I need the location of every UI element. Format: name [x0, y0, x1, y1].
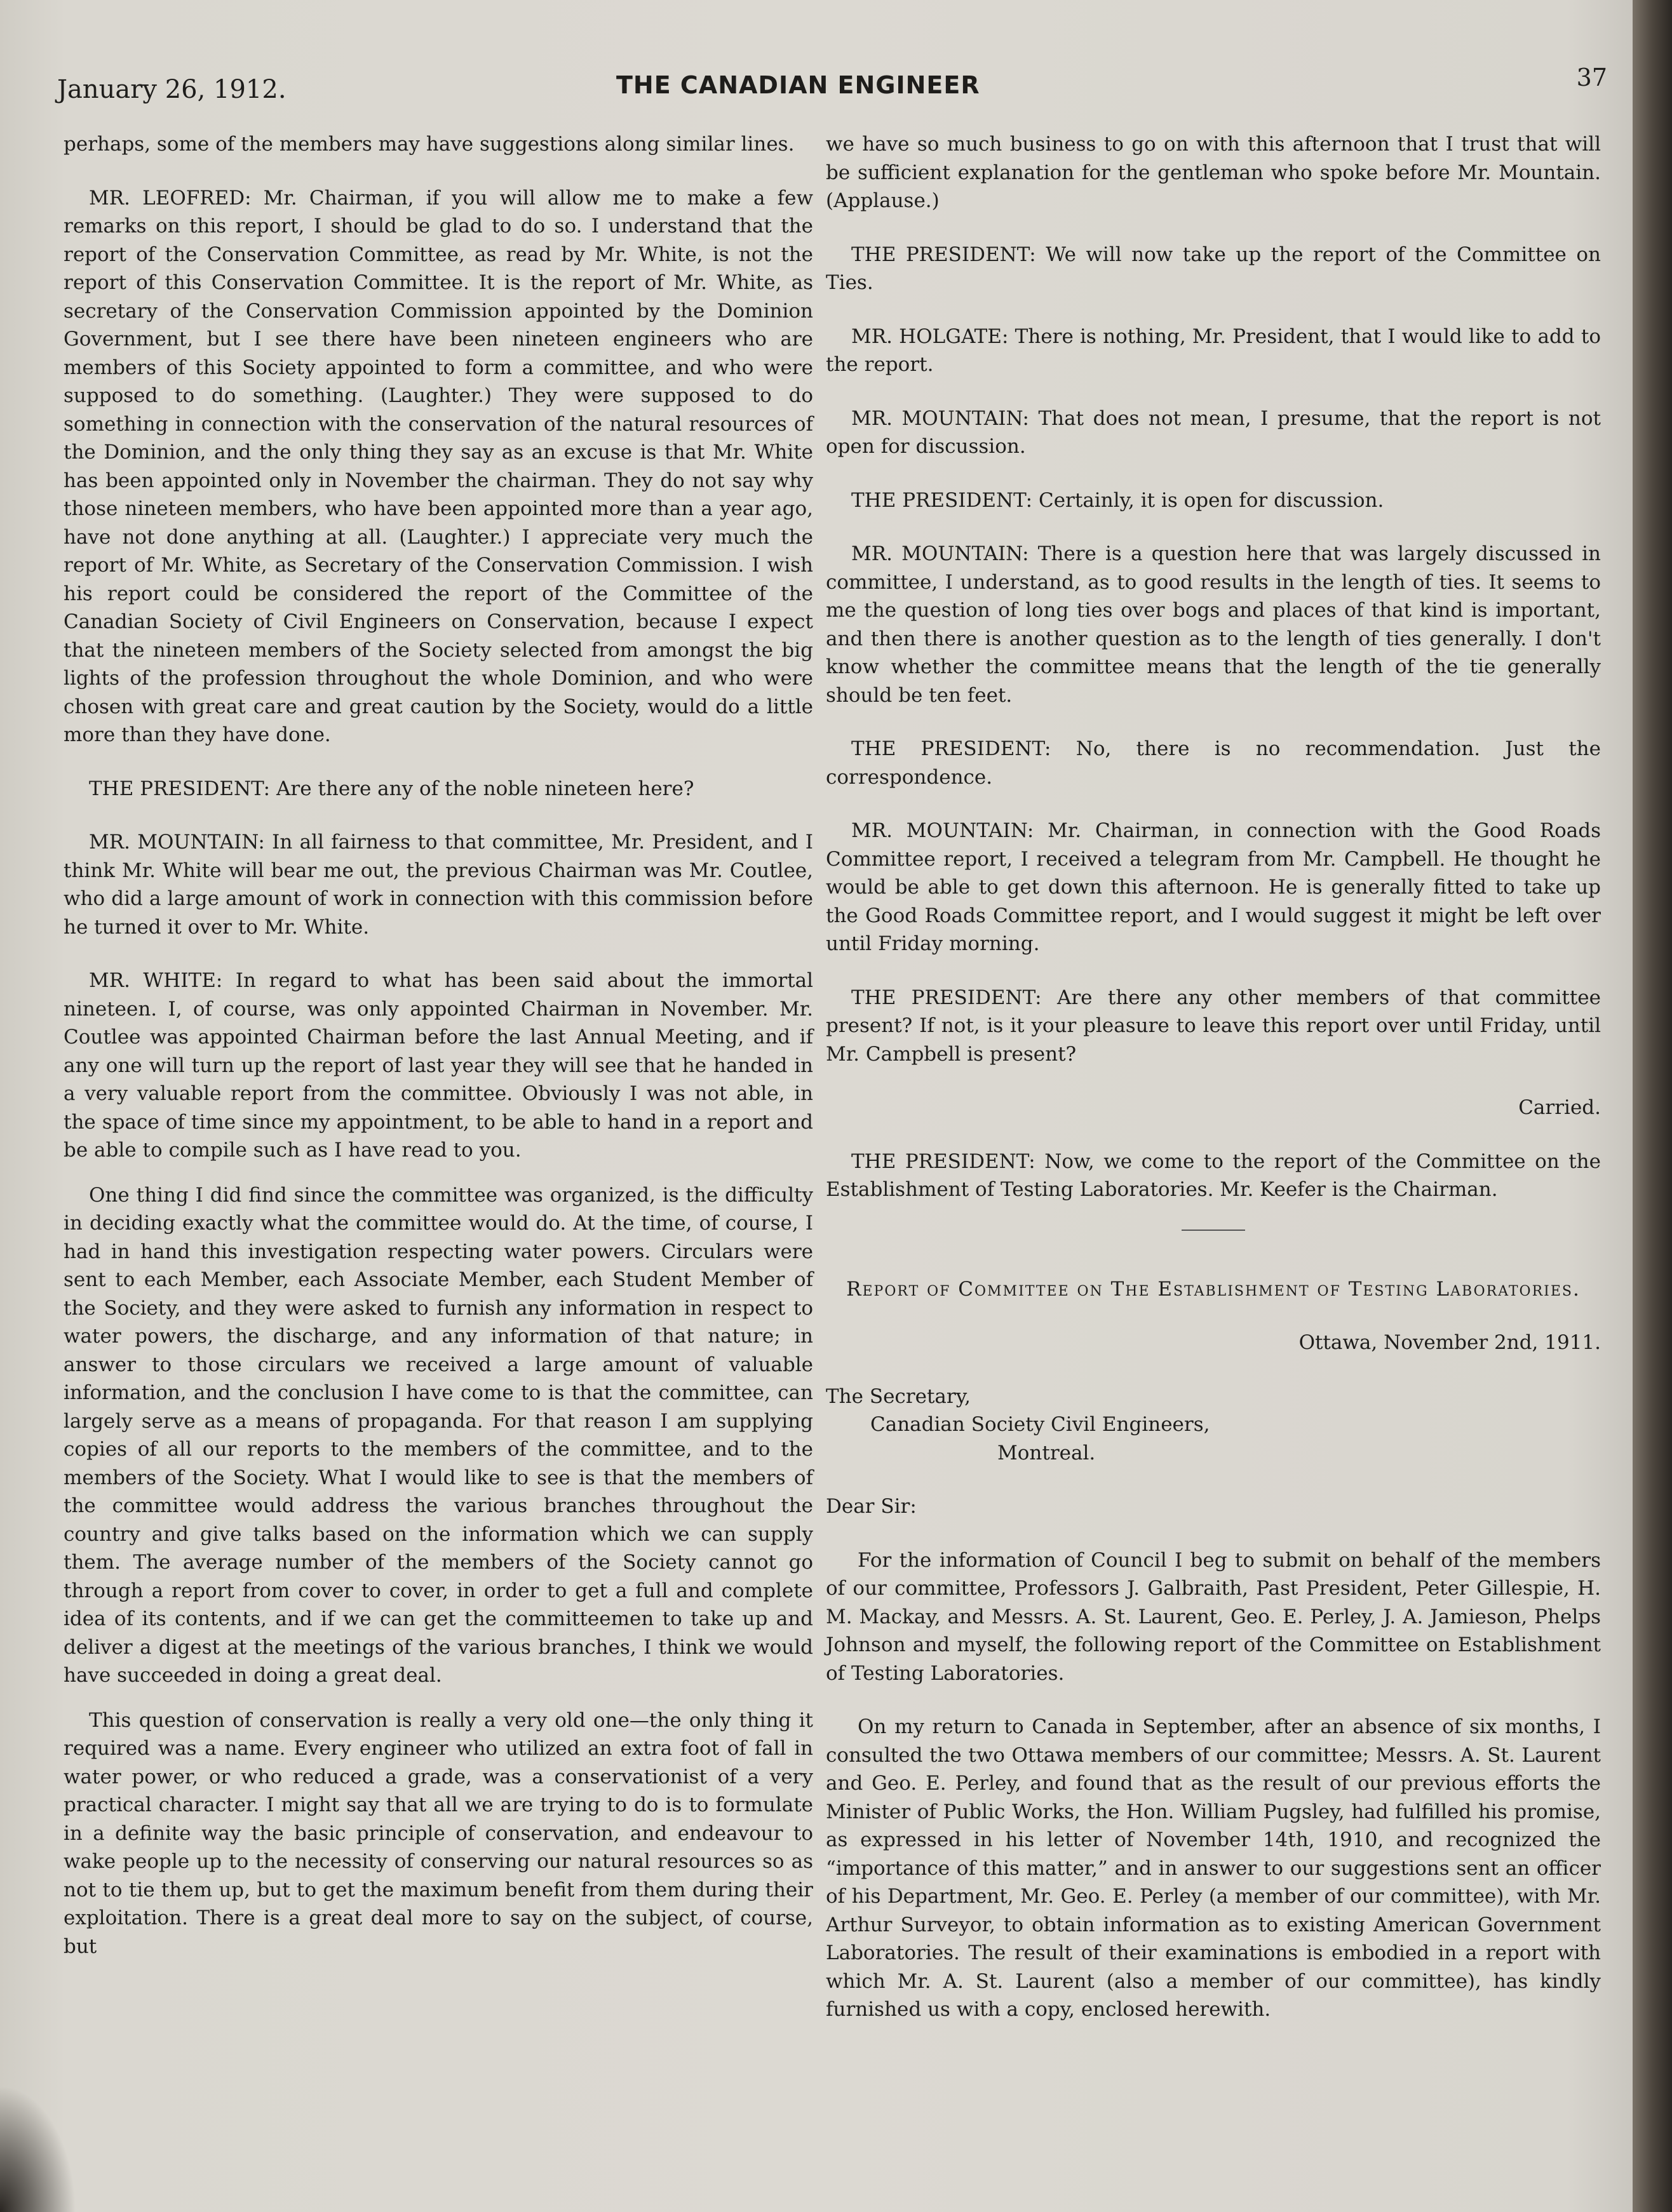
report-dateline: Ottawa, November 2nd, 1911. [1298, 1331, 1601, 1354]
report-body-paragraph: On my return to Canada in September, after an absence of six months, I consulted the two Ottawa members of our committee; Messrs. A. St. Laurent and Geo. E. Perley, and found that as the result of our previous efforts the Minister of Public Works, the Hon. William Pugsley, had fulfilled his promise, as expressed in his letter of November 14th, 1910, and recognized the “importance of this matter,” and in answer to our suggestions sent an officer of his Department, Mr. Geo. E. Perley (a member of our committee), with Mr. Arthur Surveyor, to obtain information as to existing American Government Laboratories. The result of their examinations is embodied in a report with which Mr. A. St. Laurent (also a member of our committee), has kindly furnished us with a copy, enclosed herewith. [826, 1715, 1601, 2021]
paragraph: One thing I did find since the committee was organized, is the difficulty in deciding exactly what the committee would do. At the time, of course, I had in hand this investigation respecting water powers. Circulars were sent to each Member, each Associate Member, each Student Member of the Society, and they were asked to furnish any information in respect to water powers, the discharge, and any information of that nature; in answer to those circulars we received a large amount of valuable information, and the conclusion I have come to is that the committee, can largely serve as a means of propaganda. For that reason I am supplying copies of all our reports to the members of the committee, and to the members of the Society. What I would like to see is that the members of the committee would address the various branches throughout the country and give talks based on the information which we can supply them. The average number of the members of the Society cannot go through a report from cover to cover, in order to get a full and complete idea of its contents, and if we can get the committeemen to take up and deliver a digest at the meetings of the various branches, I think we would have succeeded in doing a great deal. [64, 1183, 813, 1687]
address-line: The Secretary, [826, 1384, 971, 1408]
salutation: Dear Sir: [826, 1495, 917, 1518]
paragraph: THE PRESIDENT: Are there any other members of that committee present? If not, is it your pleasure to leave this report over until Friday, until Mr. Campbell is present? [826, 986, 1601, 1066]
paragraph: MR. WHITE: In regard to what has been said about the immortal nineteen. I, of course, was only appointed Chairman in November. Mr. Coutlee was appointed Chairman before the last Annual Meeting, and if any one will turn up the report of last year they will see that he handed in a very valuable report from the committee. Obviously I was not able, in the space of time since my appointment, to be able to hand in a report and be able to compile such as I have read to you. [64, 969, 813, 1162]
paragraph: perhaps, some of the members may have suggestions along similar lines. [64, 133, 795, 156]
paragraph: THE PRESIDENT: We will now take up the report of the Committee on Ties. [826, 243, 1601, 294]
report-heading: Report of Committee on The Establishment of Testing Laboratories. [846, 1277, 1581, 1301]
page-number: 37 [1576, 64, 1607, 91]
paragraph: MR. MOUNTAIN: In all fairness to that committee, Mr. President, and I think Mr. White will bear me out, the previous Chairman was Mr. Coutlee, who did a large amount of work in connection with this commission before he turned it over to Mr. White. [64, 831, 813, 939]
paragraph: MR. LEOFRED: Mr. Chairman, if you will allow me to make a few remarks on this report, I should be glad to do so. I understand that the report of the Conservation Committee, as read by Mr. White, is not the report of this Conservation Committee. It is the report of Mr. White, as secretary of the Conservation Commission appointed by the Dominion Government, but I see there have been nineteen engineers who are members of this Society appointed to form a committee, and who were supposed to do something. (Laughter.) They were supposed to do something in connection with the conservation of the natural resources of the Dominion, and the only thing they say as an excuse is that Mr. White has been appointed only in November the chairman. They do not say why those nineteen members, who have been appointed more than a year ago, have not done anything at all. (Laughter.) I appreciate very much the report of Mr. White, as Secretary of the Conservation Commission. I wish his report could be considered the report of the Committee of the Canadian Society of Civil Engineers on Conservation, because I expect that the nineteen members of the Society selected from amongst the big lights of the profession throughout the whole Dominion, and who were chosen with great care and great caution by the Society, would do a little more than they have done. [64, 186, 813, 746]
page-corner-shadow [0, 2085, 76, 2212]
address-line: Montreal. [997, 1441, 1096, 1465]
carried-note: Carried. [1518, 1096, 1601, 1119]
journal-title: THE CANADIAN ENGINEER [616, 71, 980, 99]
paragraph: MR. MOUNTAIN: Mr. Chairman, in connection with the Good Roads Committee report, I received a telegram from Mr. Campbell. He thought he would be able to get down this afternoon. He is generally fitted to take up the Good Roads Committee report, and I would suggest it might be left over until Friday morning. [826, 819, 1601, 955]
paragraph: MR. MOUNTAIN: That does not mean, I presume, that the report is not open for discussion. [826, 406, 1601, 458]
paragraph: THE PRESIDENT: No, there is no recommendation. Just the correspondence. [826, 737, 1601, 789]
paragraph: THE PRESIDENT: Now, we come to the report of the Committee on the Establishment of Testing Laboratories. Mr. Keefer is the Chairman. [826, 1150, 1601, 1201]
paragraph: This question of conservation is really a very old one—the only thing it required was a name. Every engineer who utilized an extra foot of fall in water power, or who reduced a grade, was a conservationist of a very practical character. I might say that all we are trying to do is to formulate in a definite way the basic principle of conservation, and endeavour to wake people up to the necessity of conserving our natural resources so as not to tie them up, but to get the maximum benefit from them during their exploitation. There is a great deal more to say on the subject, of course, but [64, 1708, 813, 1958]
address-line: Canadian Society Civil Engineers, [870, 1413, 1210, 1436]
paragraph: MR. MOUNTAIN: There is a question here that was largely discussed in committee, I understand, as to good results in the length of ties. It seems to me the question of long ties over bogs and places of that kind is important, and then there is another question as to the length of ties generally. I don't know whether the committee means that the length of the tie generally should be ten feet. [826, 542, 1601, 707]
issue-date: January 26, 1912. [57, 75, 287, 104]
report-body-paragraph: For the information of Council I beg to submit on behalf of the members of our committee, Professors J. Galbraith, Past President, Peter Gillespie, H. M. Mackay, and Messrs. A. St. Laurent, Geo. E. Perley, J. A. Jamieson, Phelps Johnson and myself, the following report of the Committee on Establishment of Testing Laboratories. [826, 1548, 1601, 1685]
paragraph: MR. HOLGATE: There is nothing, Mr. President, that I would like to add to the report. [826, 325, 1601, 376]
paragraph: THE PRESIDENT: Certainly, it is open for discussion. [851, 488, 1384, 512]
paragraph: we have so much business to go on with this afternoon that I trust that will be sufficient explanation for the gentleman who spoke before Mr. Mountain. (Applause.) [826, 133, 1601, 212]
right-column [826, 130, 1601, 2049]
section-divider [1182, 1230, 1245, 1231]
page-header [57, 64, 1620, 121]
left-column [64, 130, 813, 1986]
paragraph: THE PRESIDENT: Are there any of the noble nineteen here? [89, 777, 694, 800]
book-spine [1633, 0, 1672, 2212]
report-address [826, 1383, 1601, 1468]
